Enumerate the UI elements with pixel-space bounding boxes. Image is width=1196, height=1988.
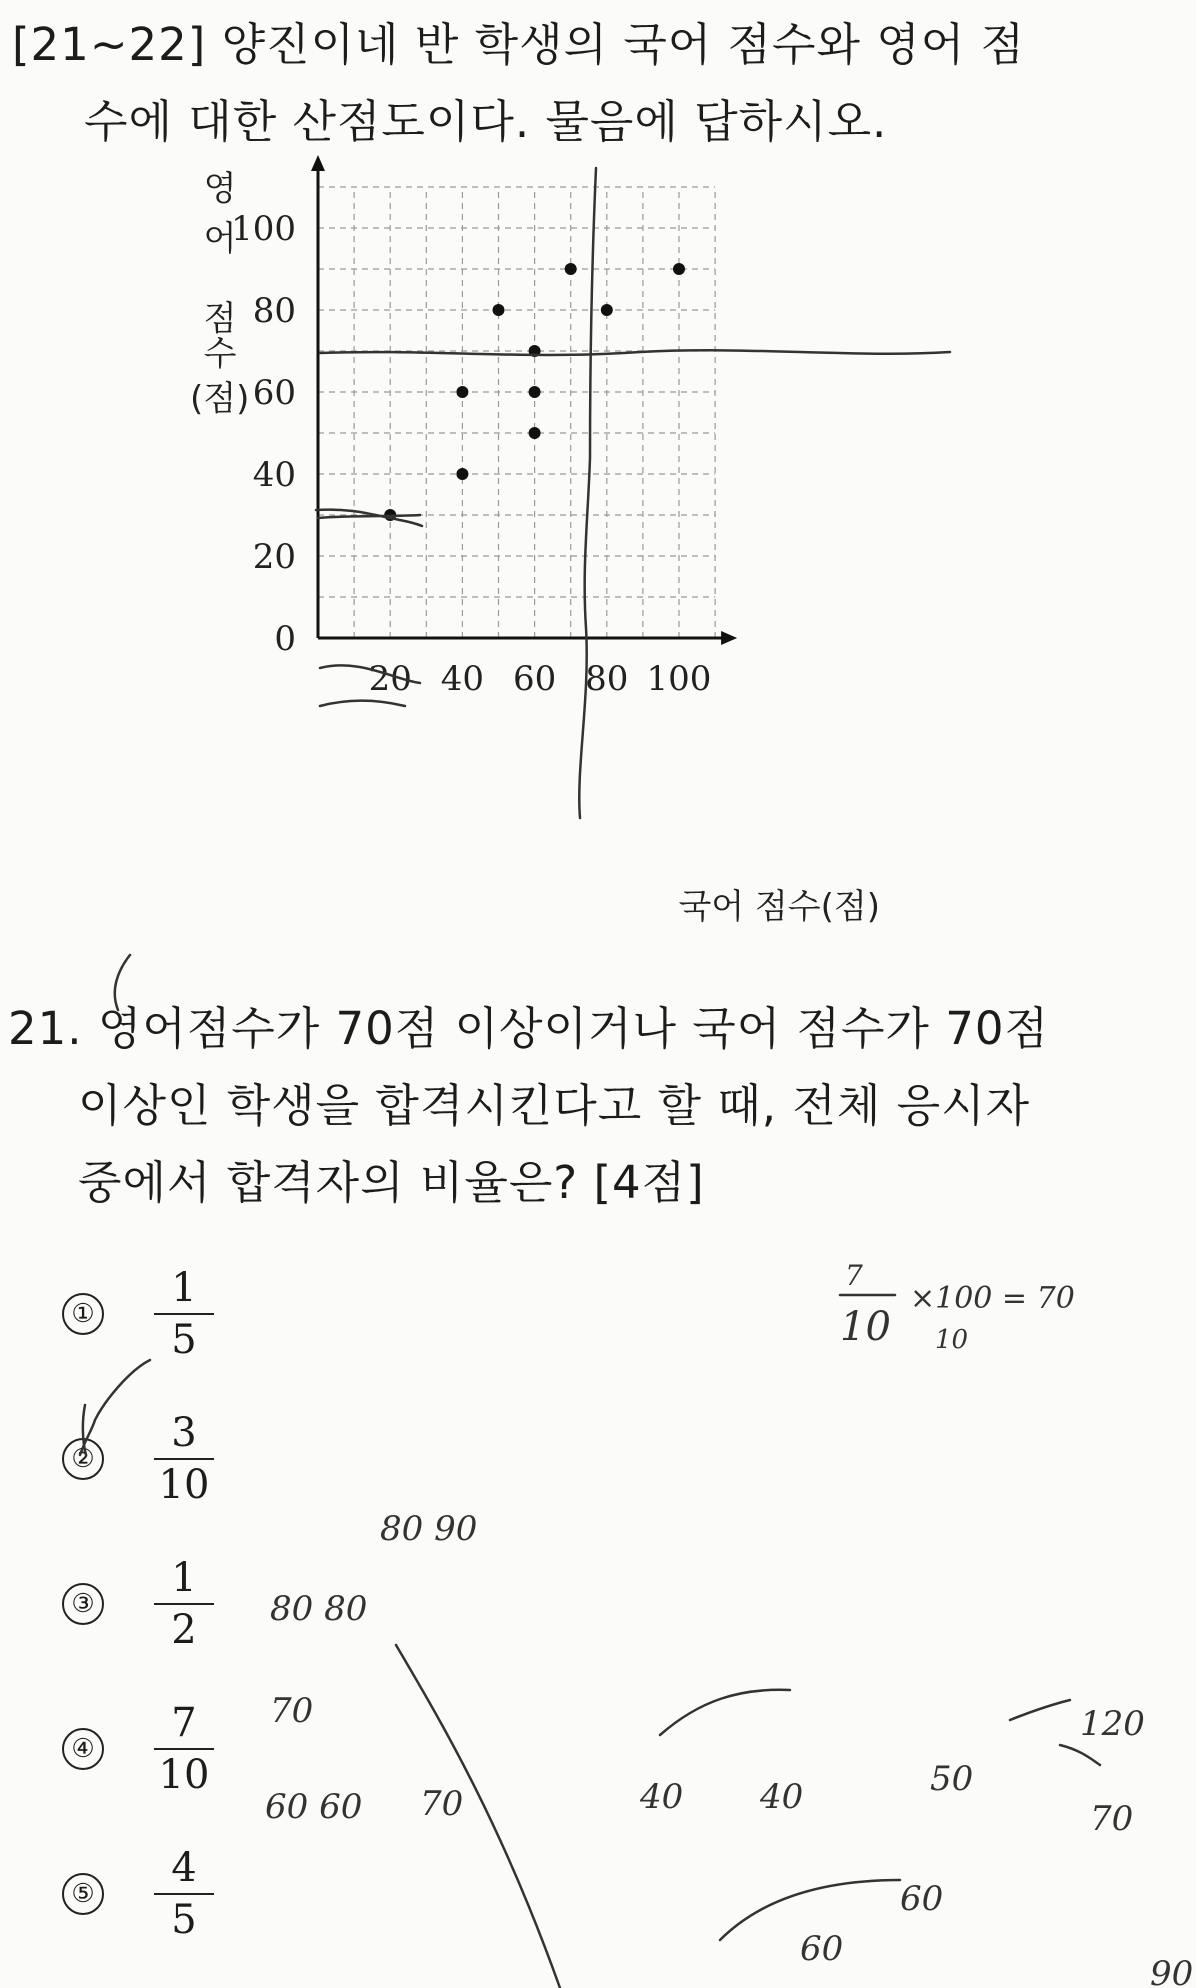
- y-axis-label-part: 영: [203, 169, 237, 209]
- choice-2-mark: ②: [62, 1438, 104, 1480]
- scatter-chart: [190, 169, 940, 948]
- choice-3-numerator: 1: [171, 1555, 197, 1601]
- choice-1-denominator: 5: [171, 1317, 197, 1363]
- data-point: [673, 263, 685, 275]
- choice-5-mark: ⑤: [62, 1873, 104, 1915]
- choice-3-denominator: 2: [171, 1607, 197, 1653]
- x-axis-arrow: [721, 631, 737, 645]
- y-tick-label: 20: [252, 537, 296, 577]
- svg-text:40: 40: [760, 1777, 804, 1817]
- choice-2-fraction: [154, 1410, 214, 1508]
- svg-text:90: 90: [1150, 1954, 1194, 1988]
- choice-5-fraction: [154, 1845, 214, 1943]
- data-point: [529, 386, 541, 398]
- choice-3-fraction: [154, 1555, 214, 1653]
- y-tick-label: 100: [231, 209, 296, 249]
- question-line-2: 이상인 학생을 합격시킨다고 할 때, 전체 응시자: [78, 1079, 1031, 1132]
- choice-4-mark: ④: [62, 1728, 104, 1770]
- svg-text:60 60: 60 60: [265, 1787, 363, 1827]
- svg-text:60: 60: [900, 1879, 944, 1919]
- y-axis-label-part: 점: [203, 299, 237, 339]
- svg-text:120: 120: [1080, 1704, 1145, 1744]
- svg-text:60: 60: [800, 1929, 844, 1969]
- data-point: [529, 427, 541, 439]
- question-line-3: 중에서 합격자의 비율은? [4점]: [78, 1156, 705, 1209]
- chart-pen-marks: [316, 168, 950, 818]
- choice-4[interactable]: [62, 1700, 302, 1810]
- y-tick-label: 0: [274, 619, 296, 659]
- question-number: 21.: [8, 1002, 83, 1055]
- data-point: [456, 386, 468, 398]
- intro-text: [12, 6, 1192, 160]
- data-point: [565, 263, 577, 275]
- y-tick-labels: [231, 209, 296, 659]
- y-tick-label: 60: [252, 373, 296, 413]
- choice-1-fraction: [154, 1265, 214, 1363]
- intro-line-1: [21~22] 양진이네 반 학생의 국어 점수와 영어 점: [12, 18, 1025, 71]
- fraction-bar: [154, 1313, 214, 1315]
- x-tick-label: 20: [368, 659, 412, 699]
- intro-line-2: 수에 대한 산점도이다. 물음에 답하시오.: [84, 95, 888, 148]
- choice-5-numerator: 4: [171, 1845, 197, 1891]
- choice-5[interactable]: [62, 1845, 302, 1955]
- question-21: [8, 990, 1188, 1221]
- y-axis-label: [190, 169, 249, 419]
- choice-1-numerator: 1: [171, 1265, 197, 1311]
- x-tick-label: 100: [646, 659, 712, 699]
- data-point: [456, 468, 468, 480]
- svg-text:80 90: 80 90: [380, 1509, 478, 1549]
- y-axis-label-part: 어: [203, 219, 237, 259]
- choice-4-numerator: 7: [171, 1700, 197, 1746]
- svg-text:×100 = 70: ×100 = 70: [910, 1281, 1075, 1316]
- choice-4-denominator: 10: [158, 1752, 210, 1798]
- choice-2[interactable]: [62, 1410, 302, 1520]
- scatter-chart-svg: [190, 169, 940, 948]
- y-tick-label: 40: [252, 455, 296, 495]
- svg-text:10: 10: [840, 1304, 891, 1350]
- fraction-bar: [154, 1458, 214, 1460]
- svg-text:50: 50: [930, 1759, 974, 1799]
- data-point: [493, 304, 505, 316]
- svg-text:10: 10: [935, 1325, 969, 1355]
- x-tick-label: 60: [512, 659, 557, 699]
- choice-3-mark: ③: [62, 1583, 104, 1625]
- choice-2-numerator: 3: [171, 1410, 197, 1456]
- svg-text:40: 40: [640, 1777, 684, 1817]
- choice-5-denominator: 5: [171, 1897, 197, 1943]
- x-tick-label: 40: [440, 659, 485, 699]
- x-axis-label: 국어 점수(점): [678, 887, 880, 927]
- choice-4-fraction: [154, 1700, 214, 1798]
- fraction-bar: [154, 1603, 214, 1605]
- svg-text:70: 70: [420, 1784, 464, 1824]
- svg-text:70: 70: [1090, 1799, 1134, 1839]
- choice-1-mark: ①: [62, 1293, 104, 1335]
- svg-text:7: 7: [845, 1259, 863, 1292]
- y-tick-label: 80: [252, 291, 296, 331]
- fraction-bar: [154, 1893, 214, 1895]
- y-axis-label-part: 수: [203, 334, 237, 374]
- choice-3[interactable]: [62, 1555, 302, 1665]
- y-axis-label-part: (점): [190, 379, 250, 419]
- x-tick-label: 80: [585, 659, 629, 699]
- question-line-1: 영어점수가 70점 이상이거나 국어 점수가 70점: [97, 1002, 1049, 1055]
- fraction-bar: [154, 1748, 214, 1750]
- svg-text:80 80: 80 80: [270, 1589, 368, 1629]
- data-point: [601, 304, 613, 316]
- chart-grid: [318, 187, 715, 638]
- x-tick-labels: [369, 659, 712, 699]
- svg-text:70: 70: [270, 1691, 314, 1731]
- choice-1[interactable]: [62, 1265, 302, 1375]
- choice-2-denominator: 10: [158, 1462, 210, 1508]
